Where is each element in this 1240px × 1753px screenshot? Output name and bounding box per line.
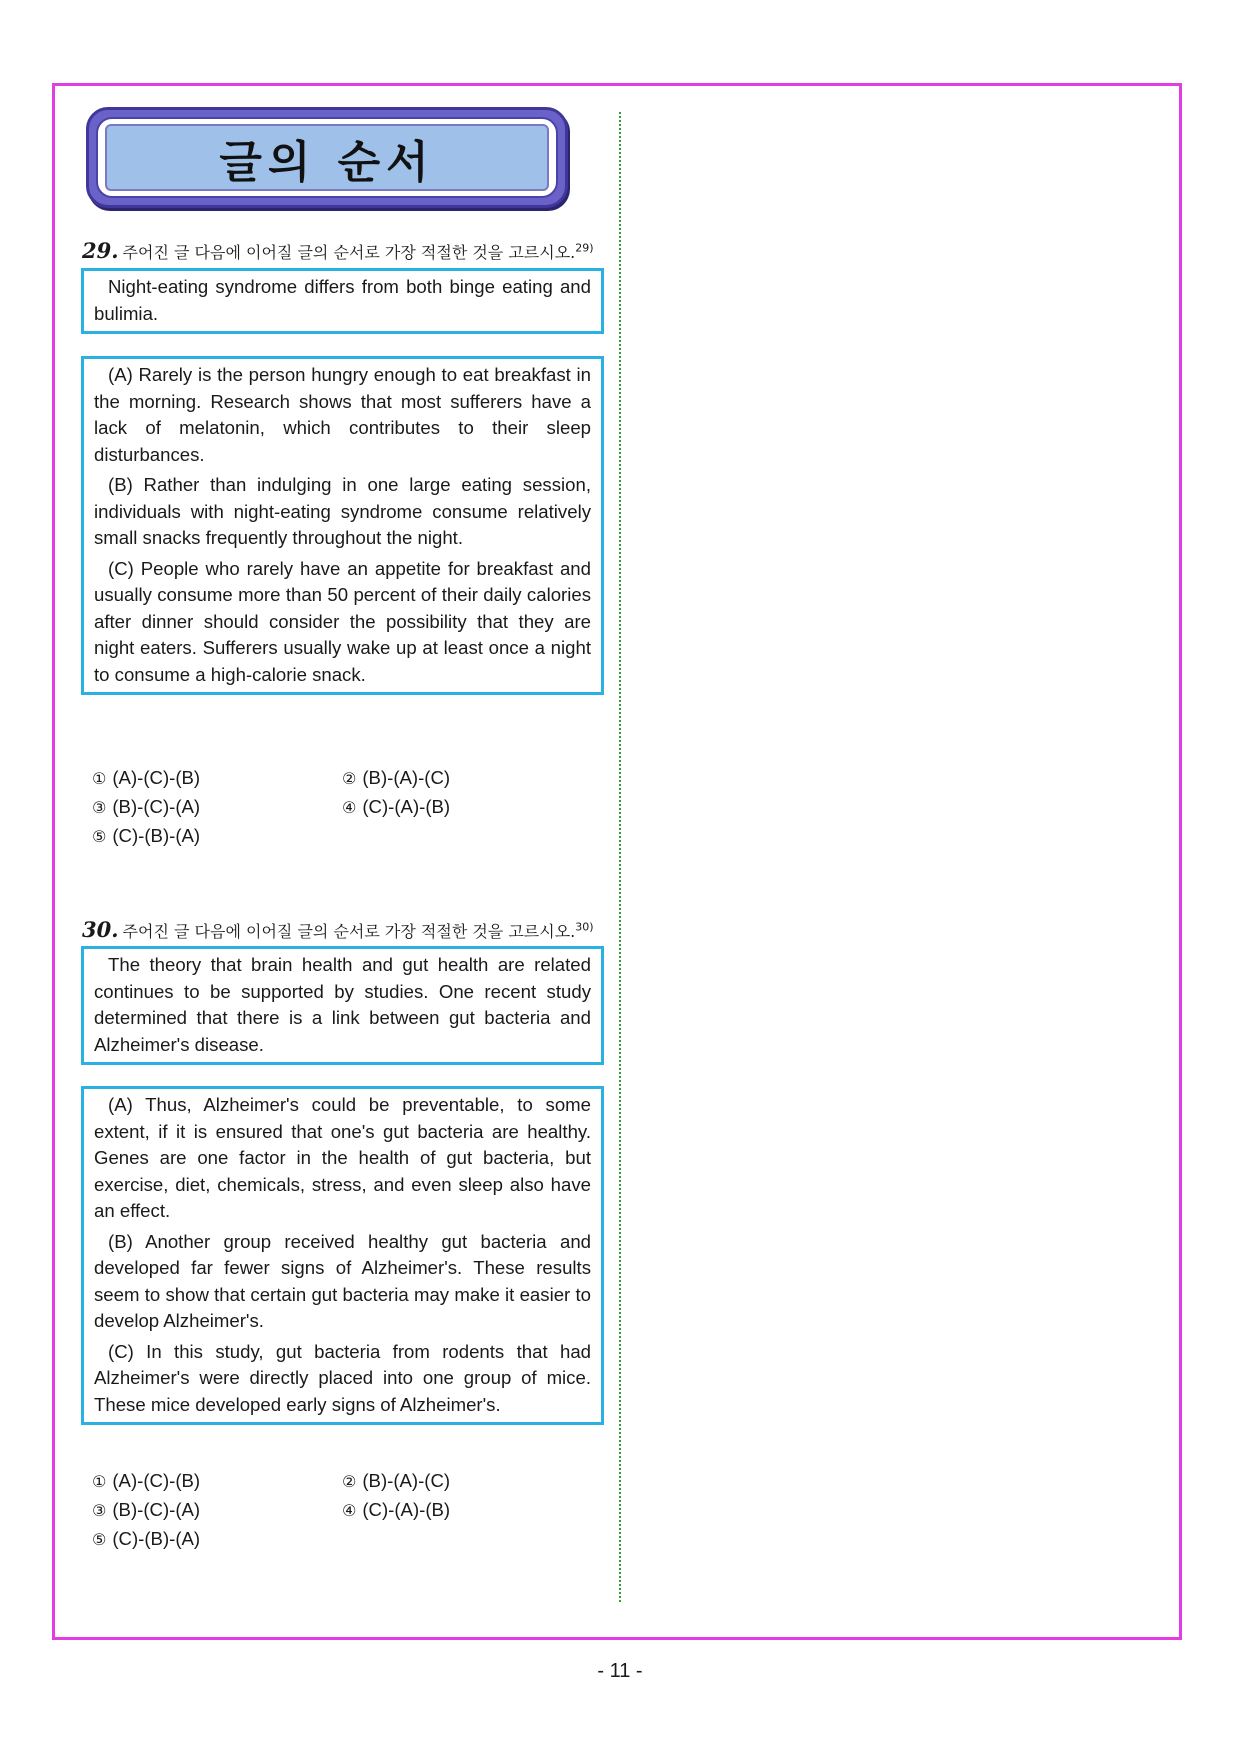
answer-choices xyxy=(92,1468,592,1552)
paragraph-b: (B) Rather than indulging in one large eating session, individuals with night-eating syndrome consume relatively small snacks frequently throughout the night. xyxy=(94,474,591,548)
choice-mark: ② xyxy=(342,1472,357,1491)
choice-4[interactable] xyxy=(342,794,592,820)
paragraph-a: (A) Thus, Alzheimer's could be preventable, to some extent, if it is ensured that one's gut bacteria are healthy. Genes are one factor in the health of gut bacteria, but exercise, diet, chemicals, stress, and even sleep also have an effect. xyxy=(94,1094,591,1221)
choice-text: (C)-(B)-(A) xyxy=(112,825,201,846)
question-header xyxy=(82,238,612,263)
choice-text: (C)-(B)-(A) xyxy=(112,1528,201,1549)
choice-1[interactable] xyxy=(92,765,342,791)
choice-mark: ④ xyxy=(342,798,357,817)
choice-mark: ⑤ xyxy=(92,1530,107,1549)
given-text-box xyxy=(81,268,604,334)
choice-mark: ④ xyxy=(342,1501,357,1520)
question-header xyxy=(82,917,612,942)
question-number: 30. xyxy=(82,917,119,942)
section-title: 글의 순서 xyxy=(219,136,435,188)
choice-text: (B)-(C)-(A) xyxy=(112,796,201,817)
choice-mark: ③ xyxy=(92,798,107,817)
paragraph-c: (C) People who rarely have an appetite for breakfast and usually consume more than 50 percent of their daily calories after dinner should consider the possibility that they are night eaters. Sufferers usually wake up at least once a night to consume a high-calorie snack. xyxy=(94,557,591,685)
passage-box xyxy=(81,1086,604,1425)
choice-text: (B)-(C)-(A) xyxy=(112,1499,201,1520)
page-number: - 11 - xyxy=(597,1660,643,1682)
choice-2[interactable] xyxy=(342,765,592,791)
question-footnote: 30) xyxy=(575,920,594,934)
choice-mark: ① xyxy=(92,1472,107,1491)
given-text: Night-eating syndrome differs from both binge eating and bulimia. xyxy=(94,276,591,324)
choice-3[interactable] xyxy=(92,794,342,820)
choice-text: (B)-(A)-(C) xyxy=(362,1470,451,1491)
choice-text: (C)-(A)-(B) xyxy=(362,796,451,817)
choice-5[interactable] xyxy=(92,1526,342,1552)
given-text: The theory that brain health and gut health are related continues to be supported by studies. One recent study determined that there is a link between gut bacteria and Alzheimer's disease. xyxy=(94,954,591,1055)
choice-text: (C)-(A)-(B) xyxy=(362,1499,451,1520)
question-number: 29. xyxy=(82,238,119,263)
question-instruction: 주어진 글 다음에 이어질 글의 순서로 가장 적절한 것을 고르시오. xyxy=(122,243,576,262)
question-instruction: 주어진 글 다음에 이어질 글의 순서로 가장 적절한 것을 고르시오. xyxy=(122,922,576,941)
choice-text: (A)-(C)-(B) xyxy=(112,767,201,788)
choice-mark: ② xyxy=(342,769,357,788)
choice-mark: ① xyxy=(92,769,107,788)
paragraph-a: (A) Rarely is the person hungry enough to eat breakfast in the morning. Research shows that most sufferers have a lack of melatonin, which contributes to their sleep disturbances. xyxy=(94,364,591,465)
choice-text: (B)-(A)-(C) xyxy=(362,767,451,788)
choice-text: (A)-(C)-(B) xyxy=(112,1470,201,1491)
section-banner xyxy=(86,107,568,208)
choice-2[interactable] xyxy=(342,1468,592,1494)
question-footnote: 29) xyxy=(575,241,594,255)
paragraph-b: (B) Another group received healthy gut bacteria and developed far fewer signs of Alzheimer's. These results seem to show that certain gut bacteria may make it easier to develop Alzheimer's. xyxy=(94,1230,591,1331)
given-text-box xyxy=(81,946,604,1065)
choice-3[interactable] xyxy=(92,1497,342,1523)
choice-mark: ⑤ xyxy=(92,827,107,846)
banner-title-panel xyxy=(105,124,549,191)
choice-mark: ③ xyxy=(92,1501,107,1520)
choice-1[interactable] xyxy=(92,1468,342,1494)
choice-4[interactable] xyxy=(342,1497,592,1523)
choice-5[interactable] xyxy=(92,823,342,849)
answer-choices xyxy=(92,765,592,849)
column-divider xyxy=(619,112,621,1602)
paragraph-c: (C) In this study, gut bacteria from rodents that had Alzheimer's were directly placed into one group of mice. These mice developed early signs of Alzheimer's. xyxy=(94,1340,591,1415)
passage-box xyxy=(81,356,604,695)
